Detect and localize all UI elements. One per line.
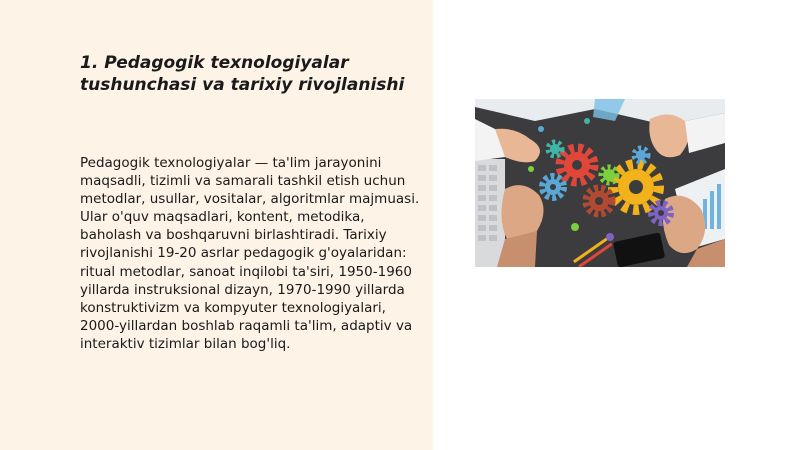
gear-brown [586, 188, 612, 214]
slide-body-text: Pedagogik texnologiyalar — ta'lim jarayonini maqsadli, tizimli va samarali tashkil etish uchun metodlar, usullar, vositalar, algoritmlar majmuasi. Ular o'quv maqsadlari, kontent, metodika, baholash va boshqaruvni birlashtiradi. Tarixiy rivojlanishi 19-20 asrlar pedagogik g'oyalaridan: ritual metodlar, sanoat inqilobi ta'siri, 1950-1960 yillarda instruksional dizayn, 1970-1990 yillarda konstruktivizm va kompyuter texnologiyalari, 2000-yillardan boshlab raqamli ta'lim, adaptiv va interaktiv tizimlar bilan bog'liq. [80, 155, 420, 352]
gear-green [601, 167, 617, 183]
gears-illustration [475, 99, 725, 267]
gears-teamwork-photo [475, 99, 725, 267]
slide-title: 1. Pedagogik texnologiyalar tushunchasi va tarixiy rivojlanishi [80, 53, 405, 95]
gear-red [560, 148, 594, 182]
